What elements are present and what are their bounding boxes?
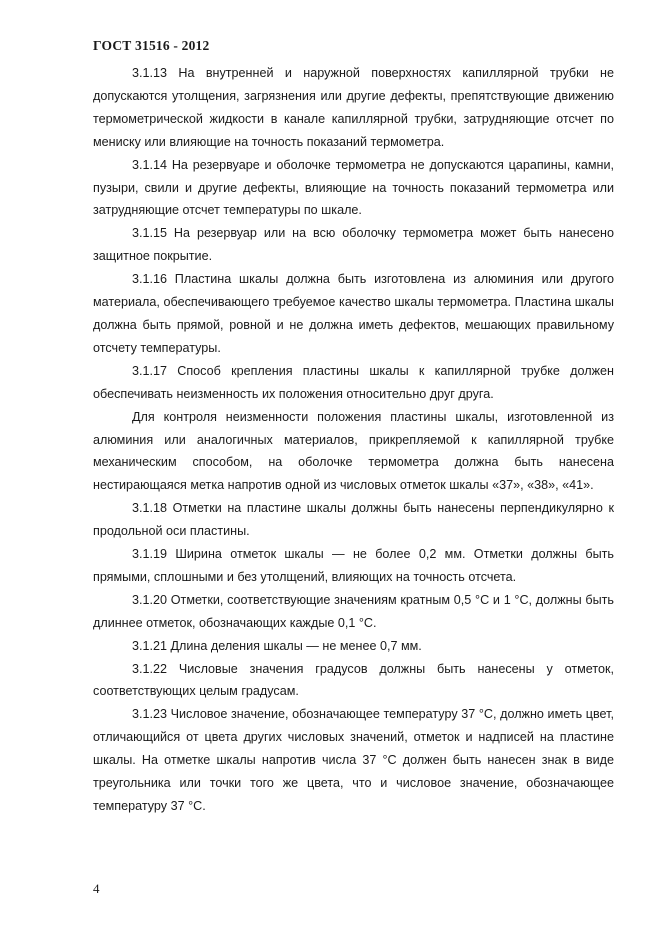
document-header-standard-code: ГОСТ 31516 - 2012 <box>93 38 210 53</box>
clause-3-1-20: 3.1.20 Отметки, соответствующие значениям кратным 0,5 °C и 1 °C, должны быть длиннее отметок, обозначающих каждые 0,1 °C. <box>93 592 614 630</box>
page-number: 4 <box>93 881 100 896</box>
document-body <box>93 62 614 818</box>
clause-3-1-14: 3.1.14 На резервуаре и оболочке термометра не допускаются царапины, камни, пузыри, свили и другие дефекты, влияющие на точность показаний термометра или затрудняющие отсчет температуры по шкале. <box>93 157 614 218</box>
clause-3-1-19: 3.1.19 Ширина отметок шкалы — не более 0,2 мм. Отметки должны быть прямыми, сплошными и без утолщений, влияющих на точность отсчета. <box>93 547 614 584</box>
clause-3-1-13: 3.1.13 На внутренней и наружной поверхностях капиллярной трубки не допускаются утолщения, загрязнения или другие дефекты, препятствующие движению термометрической жидкости в канале капиллярной трубки, затрудняющие отсчет по мениску или влияющие на точность показаний термометра. <box>93 66 614 149</box>
clause-3-1-17: 3.1.17 Способ крепления пластины шкалы к капиллярной трубке должен обеспечивать неизменность их положения относительно друг друга. <box>93 363 614 401</box>
clause-3-1-17-continuation: Для контроля неизменности положения пластины шкалы, изготовленной из алюминия или аналогичных материалов, прикрепляемой к капиллярной трубке механическим способом, на оболочке термометра должна быть нанесена нестирающаяся метка напротив одной из числовых отметок шкалы «37», «38», «41». <box>93 409 614 493</box>
clause-3-1-22: 3.1.22 Числовые значения градусов должны быть нанесены у отметок, соответствующих целым градусам. <box>93 661 614 699</box>
clause-3-1-21: 3.1.21 Длина деления шкалы — не менее 0,7 мм. <box>132 638 422 653</box>
clause-3-1-15: 3.1.15 На резервуар или на всю оболочку термометра может быть нанесено защитное покрытие. <box>93 226 614 264</box>
clause-3-1-23: 3.1.23 Числовое значение, обозначающее температуру 37 °C, должно иметь цвет, отличающийся от цвета других числовых значений, отметок и надписей на пластине шкалы. На отметке шкалы напротив числа 37 °C должен быть нанесен знак в виде треугольника или точки того же цвета, что и числовое значение, обозначающее температуру 37 °C. <box>93 707 614 813</box>
clause-3-1-16: 3.1.16 Пластина шкалы должна быть изготовлена из алюминия или другого материала, обеспечивающего требуемое качество шкалы термометра. Пластина шкалы должна быть прямой, ровной и не должна иметь дефектов, мешающих правильному отсчету температуры. <box>93 272 614 355</box>
clause-3-1-18: 3.1.18 Отметки на пластине шкалы должны быть нанесены перпендикулярно к продольной оси пластины. <box>93 501 614 539</box>
